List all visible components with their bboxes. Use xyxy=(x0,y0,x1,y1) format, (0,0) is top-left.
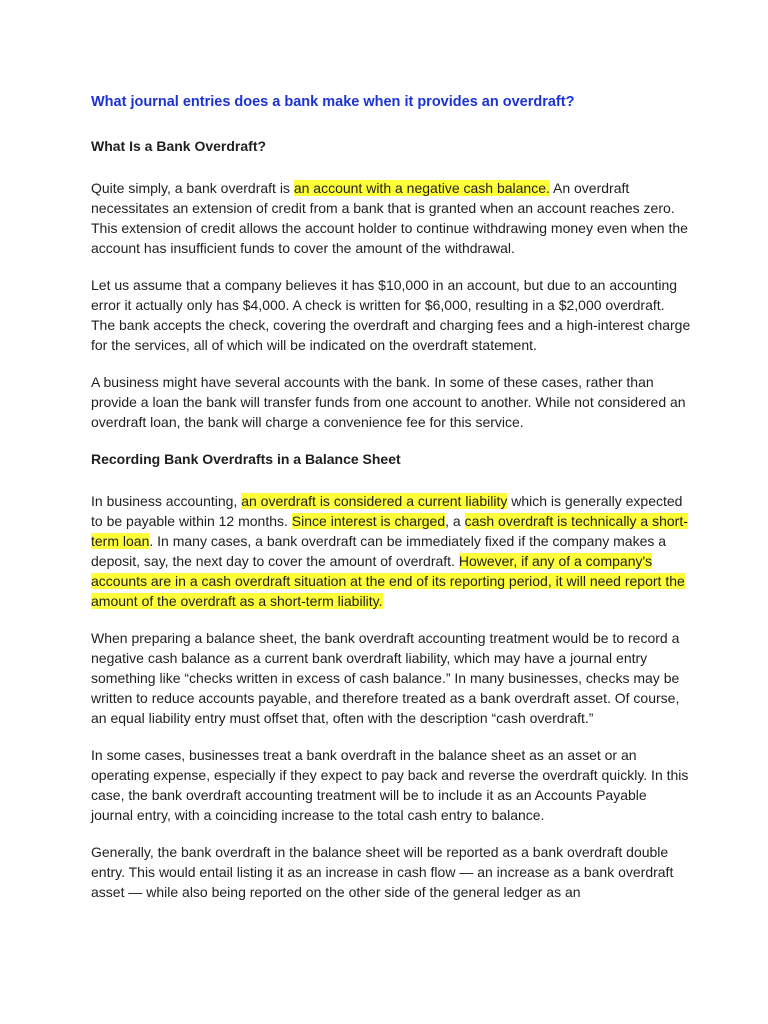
text-run: , a xyxy=(445,513,465,529)
section-heading-bank-overdraft: What Is a Bank Overdraft? xyxy=(91,138,267,154)
section-heading-recording: Recording Bank Overdrafts in a Balance Sheet xyxy=(91,451,401,467)
document-page xyxy=(91,92,691,919)
paragraph-5: When preparing a balance sheet, the bank overdraft accounting treatment would be to record a negative cash balance as a current bank overdraft liability, which may have a journal entry something like “checks written in excess of cash balance.” In many businesses, checks may be written to reduce accounts payable, and therefore treated as a bank overdraft asset. Of course, an equal liability entry must offset that, often with the description “cash overdraft.” xyxy=(91,630,680,726)
text-run: Quite simply, a bank overdraft is xyxy=(91,180,294,196)
document-title: What journal entries does a bank make when it provides an overdraft? xyxy=(91,94,575,110)
paragraph-3: A business might have several accounts with the bank. In some of these cases, rather than provide a loan the bank will transfer funds from one account to another. While not considered an overdraft loan, the bank will charge a convenience fee for this service. xyxy=(91,374,686,430)
highlighted-text: an overdraft is considered a current liability xyxy=(241,493,508,509)
paragraph-2: Let us assume that a company believes it has $10,000 in an account, but due to an accounting error it actually only has $4,000. A check is written for $6,000, resulting in a $2,000 overdraft. The bank accepts the check, covering the overdraft and charging fees and a high-interest charge for the services, all of which will be indicated on the overdraft statement. xyxy=(91,277,691,353)
highlighted-text: an account with a negative cash balance. xyxy=(293,180,550,196)
paragraph-6: In some cases, businesses treat a bank overdraft in the balance sheet as an asset or an operating expense, especially if they expect to pay back and reverse the overdraft quickly. In this case, the bank overdraft accounting treatment will be to include it as an Accounts Payable journal entry, with a coinciding increase to the total cash entry to balance. xyxy=(91,747,689,823)
text-run: An overdraft necessitates an extension of credit from a bank that is granted when an account reaches zero. This extension of credit allows the account holder to continue withdrawing money even when the account has insufficient funds to cover the amount of the withdrawal. xyxy=(91,180,688,256)
highlighted-text: cash overdraft is technically a short-term loan xyxy=(91,513,688,549)
text-run: In business accounting, xyxy=(91,493,242,509)
text-run: which is generally expected to be payable within 12 months. xyxy=(91,493,683,529)
text-run: . In many cases, a bank overdraft can be immediately fixed if the company makes a deposit, say, the next day to cover the amount of overdraft. xyxy=(91,533,667,569)
highlighted-text: However, if any of a company's accounts are in a cash overdraft situation at the end of its reporting period, it will need report the amount of the overdraft as a short-term liability. xyxy=(91,553,685,609)
paragraph-1 xyxy=(91,178,691,258)
highlighted-text: Since interest is charged xyxy=(291,513,446,529)
paragraph-4 xyxy=(91,491,691,611)
paragraph-7: Generally, the bank overdraft in the balance sheet will be reported as a bank overdraft double entry. This would entail listing it as an increase in cash flow — an increase as a bank overdraft asset — while also being reported on the other side of the general ledger as an xyxy=(91,844,674,900)
